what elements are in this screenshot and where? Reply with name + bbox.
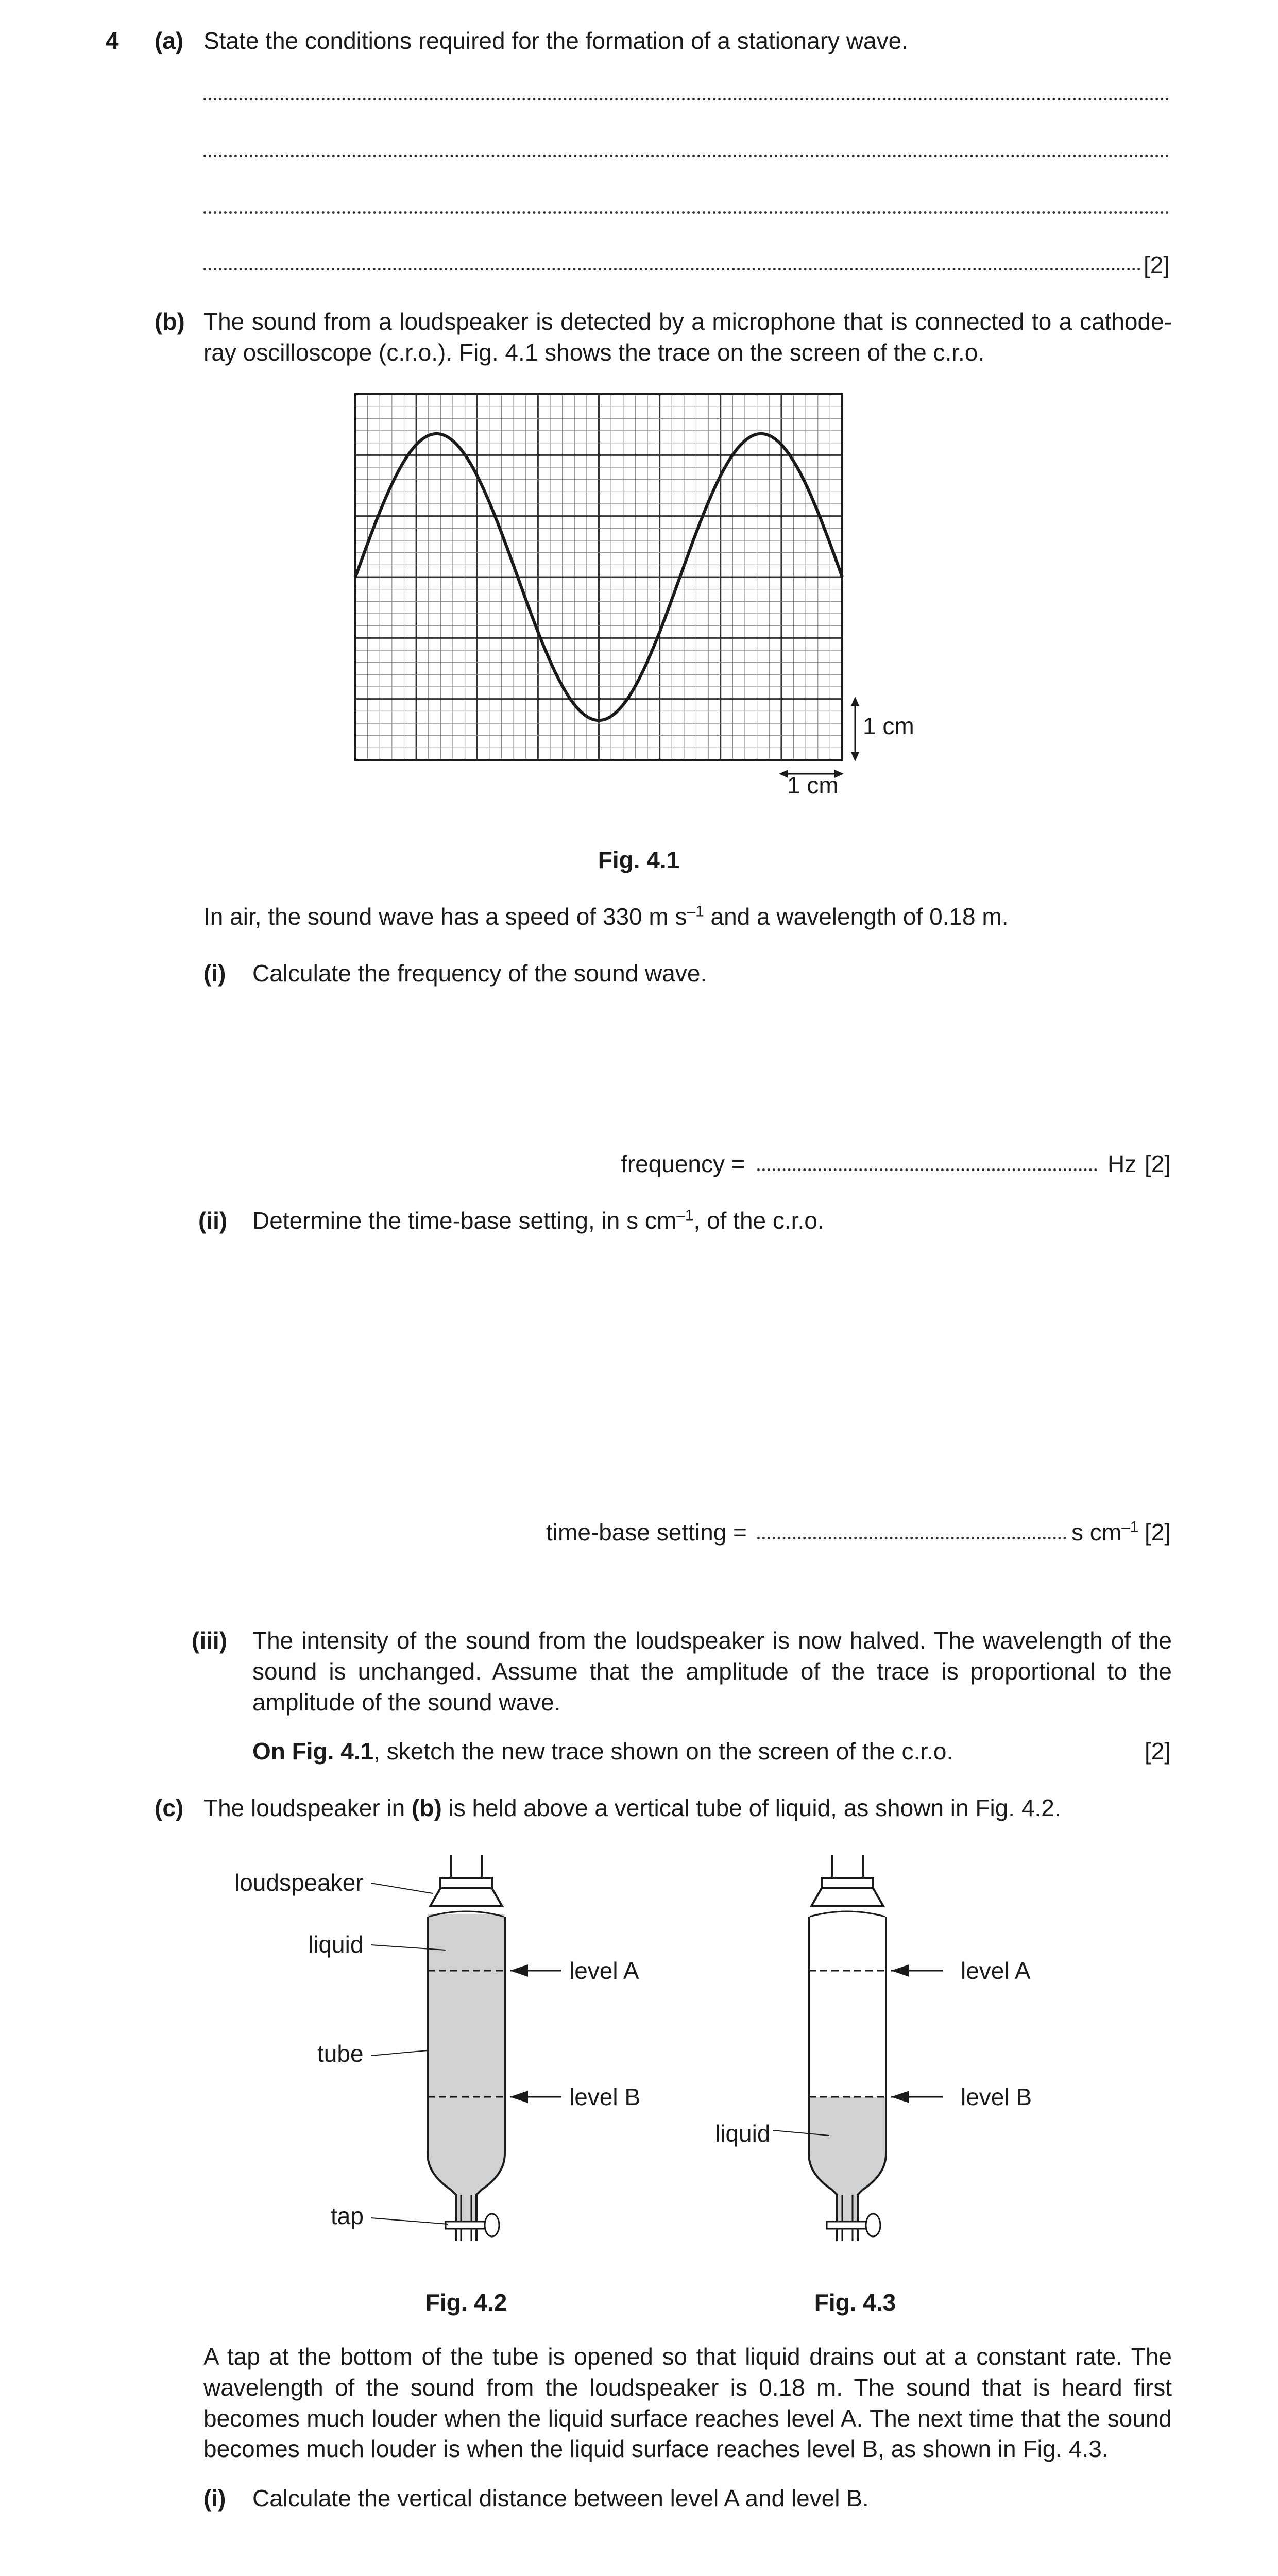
fig-4-3-caption: Fig. 4.3 bbox=[814, 2289, 896, 2316]
scale-vertical-arrow bbox=[851, 697, 859, 761]
fig-4-1 bbox=[0, 0, 1278, 824]
label-liquid-fig2: liquid bbox=[308, 1931, 364, 1958]
part-b-iii-marks: [2] bbox=[1145, 1738, 1171, 1765]
part-b-i-label: (i) bbox=[203, 960, 226, 987]
time-base-answer-line[interactable] bbox=[757, 1537, 1066, 1539]
part-b-ii-marks: [2] bbox=[1145, 1519, 1171, 1546]
part-c-i-label: (i) bbox=[203, 2485, 226, 2512]
part-b-i-marks: [2] bbox=[1145, 1150, 1171, 1177]
part-a-marks: [2] bbox=[1144, 251, 1170, 278]
scale-horizontal-label: 1 cm bbox=[787, 772, 839, 799]
label-tube: tube bbox=[317, 2040, 364, 2067]
part-c-intro: The loudspeaker in (b) is held above a vertical tube of liquid, as shown in Fig. 4.2. bbox=[203, 1794, 1061, 1821]
part-b-i-question: Calculate the frequency of the sound wave. bbox=[252, 960, 707, 987]
part-b-iii-instruction: On Fig. 4.1, sketch the new trace shown on the screen of the c.r.o. bbox=[252, 1738, 953, 1765]
part-c-paragraph: A tap at the bottom of the tube is opened so that liquid drains out at a constant rate. The wavelength of the sound from the loudspeaker is 0.18 m. The sound that is heard first becomes much louder when the liquid surface reaches level A. The next time that the sound becomes much louder is when the liquid surface reaches level B, as shown in Fig. 4.3. bbox=[203, 2343, 1172, 2463]
time-base-answer-label: time-base setting = bbox=[546, 1519, 747, 1546]
part-a-label: (a) bbox=[155, 27, 184, 54]
frequency-unit: Hz bbox=[1107, 1150, 1137, 1177]
fig-4-3-apparatus bbox=[773, 1855, 943, 2241]
label-level-b-fig2: level B bbox=[569, 2083, 641, 2110]
label-tap: tap bbox=[331, 2202, 364, 2229]
cro-grid bbox=[355, 394, 842, 760]
label-loudspeaker: loudspeaker bbox=[234, 1869, 364, 1896]
part-b-ii-label: (ii) bbox=[198, 1207, 228, 1234]
part-b-iii-label: (iii) bbox=[192, 1627, 227, 1654]
part-c-label: (c) bbox=[155, 1794, 184, 1821]
part-b-given: In air, the sound wave has a speed of 330 m $s^{-1}$ and a wavelength of 0.18 m. bbox=[203, 903, 1009, 930]
question-number: 4 bbox=[106, 27, 119, 54]
part-b-label: (b) bbox=[155, 308, 185, 335]
part-b-ii-question: Determine the time-base setting, in s $cm^{-1}$, of the c.r.o. bbox=[252, 1207, 824, 1234]
time-base-unit: s $cm^{-1}$ bbox=[1071, 1518, 1139, 1546]
label-liquid-fig3: liquid bbox=[715, 2120, 771, 2147]
fig-4-2-and-4-3 bbox=[0, 1834, 1278, 2257]
label-level-a-fig3: level A bbox=[961, 1957, 1031, 1984]
fig-4-1-caption: Fig. 4.1 bbox=[598, 846, 680, 873]
frequency-answer-label: frequency = bbox=[621, 1150, 745, 1177]
fig-4-2-apparatus bbox=[371, 1855, 561, 2241]
scale-vertical-label: 1 cm bbox=[863, 713, 914, 739]
part-b-intro: The sound from a loudspeaker is detected by a microphone that is connected to a cathode-ray oscilloscope (c.r.o.). Fig. 4.1 shows the trace on the screen of the c.r.o. bbox=[203, 308, 1172, 366]
part-c-i-question: Calculate the vertical distance between level A and level B. bbox=[252, 2485, 869, 2512]
frequency-answer-line[interactable] bbox=[757, 1168, 1097, 1171]
part-b-iii-question: The intensity of the sound from the loudspeaker is now halved. The wavelength of the sound is unchanged. Assume that the amplitude of the trace is proportional to the amplitude of the sound wave. bbox=[252, 1627, 1172, 1716]
label-level-a-fig2: level A bbox=[569, 1957, 639, 1984]
label-level-b-fig3: level B bbox=[961, 2083, 1032, 2110]
part-a-question: State the conditions required for the formation of a stationary wave. bbox=[203, 27, 908, 54]
fig-4-2-caption: Fig. 4.2 bbox=[425, 2289, 507, 2316]
